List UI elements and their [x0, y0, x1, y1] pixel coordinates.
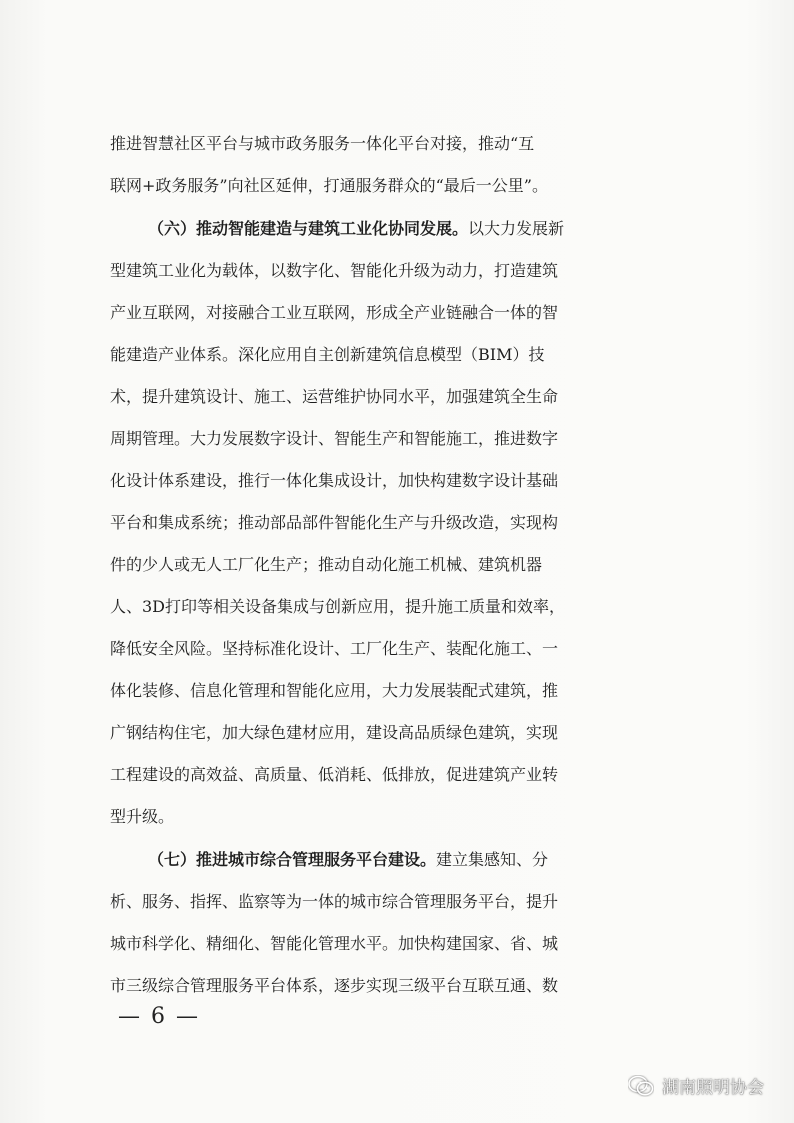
text-line: 型升级。 [110, 807, 175, 826]
text-line: 件的少人或无人工厂化生产；推动自动化施工机械、建筑机器 [110, 555, 543, 574]
text-line: 广钢结构住宅，加大绿色建材应用，建设高品质绿色建筑，实现 [110, 723, 559, 742]
section-seven-heading-line [148, 847, 690, 877]
text-line: 术，提升建筑设计、施工、运营维护协同水平，加强建筑全生命 [110, 387, 559, 406]
text-line: 推进智慧社区平台与城市政务服务一体化平台对接，推动“互 [110, 134, 535, 153]
text-line: 能建造产业体系。深化应用自主创新建筑信息模型（BIM）技 [110, 345, 545, 364]
text-line: 工程建设的高效益、高质量、低消耗、低排放，促进建筑产业转 [110, 765, 559, 784]
text-line: 析、服务、指挥、监察等为一体的城市综合管理服务平台，提升 [110, 892, 559, 911]
text-line: 周期管理。大力发展数字设计、智能生产和智能施工，推进数字 [110, 429, 559, 448]
text-line: 型建筑工业化为载体，以数字化、智能化升级为动力，打造建筑 [110, 261, 559, 280]
wechat-icon [628, 1075, 654, 1097]
watermark-text: 湖南照明协会 [662, 1078, 764, 1098]
text-line: 人、3D打印等相关设备集成与创新应用，提升施工质量和效率， [110, 597, 566, 616]
text-line: 化设计体系建设，推行一体化集成设计，加快构建数字设计基础 [110, 471, 559, 490]
section-six-heading: （六）推动智能建造与建筑工业化协同发展。 [148, 219, 469, 238]
page-number: — 6 — [118, 1004, 200, 1029]
text-line: 体化装修、信息化管理和智能化应用，大力发展装配式建筑，推 [110, 681, 559, 700]
text-line: 平台和集成系统；推动部品部件智能化生产与升级改造，实现构 [110, 513, 559, 532]
text-line: 城市科学化、精细化、智能化管理水平。加快构建国家、省、城 [110, 934, 559, 953]
watermark [628, 1073, 764, 1098]
text-fragment: 建立集感知、分 [436, 850, 549, 869]
text-line: 降低安全风险。坚持标准化设计、工厂化生产、装配化施工、一 [110, 639, 559, 658]
text-line: 市三级综合管理服务平台体系，逐步实现三级平台互联互通、数 [110, 976, 559, 995]
section-seven-heading: （七）推进城市综合管理服务平台建设。 [148, 850, 437, 869]
text-fragment: 以大力发展新 [468, 219, 565, 238]
text-line: 联网+政务服务”向社区延伸，打通服务群众的“最后一公里”。 [110, 176, 548, 195]
section-six-heading-line [148, 216, 690, 246]
text-line: 产业互联网，对接融合工业互联网，形成全产业链融合一体的智 [110, 303, 559, 322]
